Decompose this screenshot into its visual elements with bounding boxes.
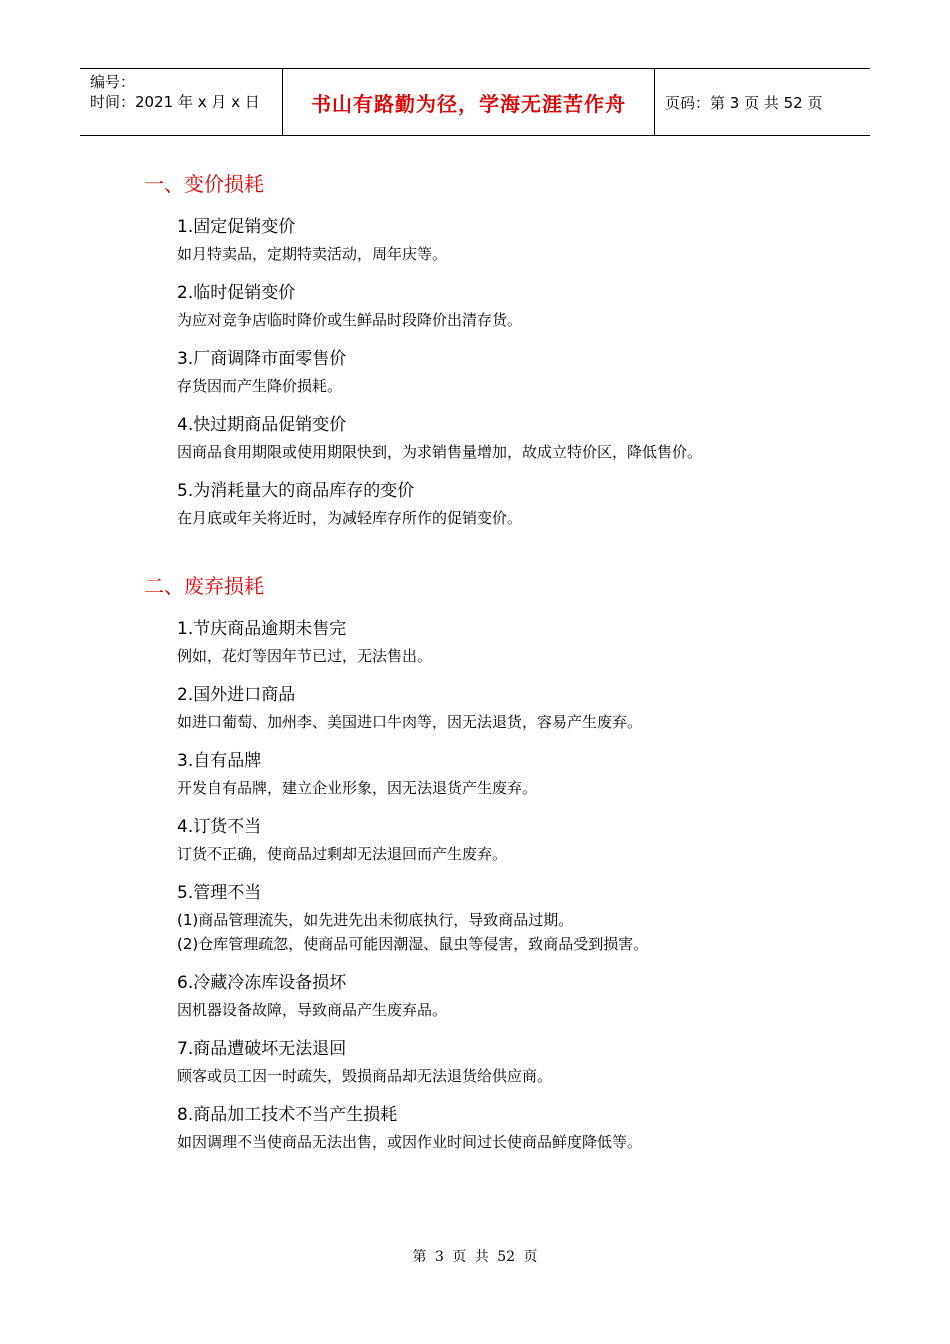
- item-desc: 例如，花灯等因年节已过，无法售出。: [177, 647, 433, 665]
- item-desc: 因机器设备故障，导致商品产生废弃品。: [177, 1001, 448, 1019]
- item-desc: 为应对竞争店临时降价或生鲜品时段降价出清存货。: [177, 311, 523, 329]
- header-page-info: 页码：第 3 页 共 52 页: [665, 93, 823, 112]
- item-desc: 存货因而产生降价损耗。: [177, 377, 343, 395]
- item-title: 7.商品遭破坏无法退回: [177, 1039, 347, 1059]
- item-desc: [177, 908, 877, 956]
- section-title: 二、废弃损耗: [144, 574, 264, 598]
- header-left-cell: [80, 69, 282, 135]
- item-title: 5.管理不当: [177, 883, 262, 903]
- item-desc: 开发自有品牌，建立企业形象，因无法退货产生废弃。: [177, 779, 538, 797]
- section-2: [0, 570, 950, 1154]
- list-item: [177, 1104, 877, 1154]
- item-desc: 如因调理不当使商品无法出售，或因作业时间过长使商品鲜度降低等。: [177, 1133, 643, 1151]
- item-desc: 在月底或年关将近时，为减轻库存所作的促销变价。: [177, 509, 523, 527]
- list-item: [177, 282, 877, 332]
- list-item: [177, 480, 877, 530]
- item-desc-line: (2)仓库管理疏忽，使商品可能因潮湿、鼠虫等侵害，致商品受到损害。: [177, 935, 649, 953]
- document-number-label: 编号：: [90, 73, 136, 91]
- section-1: [0, 168, 950, 530]
- section-items: [177, 618, 877, 1154]
- list-item: [177, 816, 877, 866]
- item-title: 3.厂商调降市面零售价: [177, 349, 347, 369]
- item-desc-line: (1)商品管理流失，如先进先出未彻底执行，导致商品过期。: [177, 911, 574, 929]
- item-title: 5.为消耗量大的商品库存的变价: [177, 481, 415, 501]
- document-date: 时间：2021 年 x 月 x 日: [90, 93, 260, 111]
- list-item: [177, 684, 877, 734]
- header-motto: 书山有路勤为径，学海无涯苦作舟: [282, 69, 655, 135]
- item-desc: 顾客或员工因一时疏失，毁损商品却无法退货给供应商。: [177, 1067, 553, 1085]
- item-title: 4.订货不当: [177, 817, 262, 837]
- list-item: [177, 618, 877, 668]
- list-item: [177, 348, 877, 398]
- list-item: [177, 882, 877, 956]
- item-title: 6.冷藏冷冻库设备损坏: [177, 973, 347, 993]
- item-desc: 订货不正确，使商品过剩却无法退回而产生废弃。: [177, 845, 508, 863]
- item-title: 2.国外进口商品: [177, 685, 296, 705]
- page-header: [80, 68, 870, 136]
- list-item: [177, 414, 877, 464]
- item-desc: 如进口葡萄、加州李、美国进口牛肉等，因无法退货，容易产生废弃。: [177, 713, 643, 731]
- document-body: [0, 168, 950, 1154]
- item-title: 3.自有品牌: [177, 751, 262, 771]
- list-item: [177, 216, 877, 266]
- list-item: [177, 972, 877, 1022]
- page-footer: 第 3 页 共 52 页: [412, 1249, 538, 1265]
- item-title: 2.临时促销变价: [177, 283, 296, 303]
- item-title: 4.快过期商品促销变价: [177, 415, 347, 435]
- item-title: 1.节庆商品逾期未售完: [177, 619, 347, 639]
- list-item: [177, 1038, 877, 1088]
- section-items: [177, 216, 877, 530]
- item-desc: 如月特卖品，定期特卖活动，周年庆等。: [177, 245, 448, 263]
- list-item: [177, 750, 877, 800]
- item-desc: 因商品食用期限或使用期限快到，为求销售量增加，故成立特价区，降低售价。: [177, 443, 703, 461]
- item-title: 8.商品加工技术不当产生损耗: [177, 1105, 398, 1125]
- section-title: 一、变价损耗: [144, 172, 264, 196]
- item-title: 1.固定促销变价: [177, 217, 296, 237]
